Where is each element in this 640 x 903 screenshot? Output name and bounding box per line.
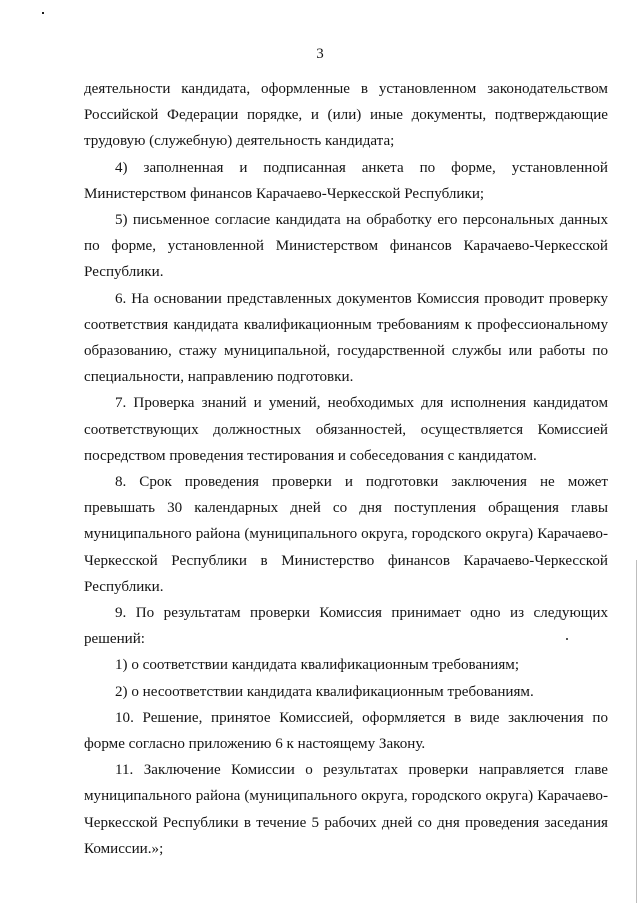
- paragraph-continuation: деятельности кандидата, оформленные в установленном законодательством Российской Федерации порядке, и (или) иные документы, подтверждающие трудовую (служебную) деятельность кандидата;: [84, 81, 608, 150]
- scan-edge-line: [636, 560, 637, 903]
- paragraph-section-9: 9. По результатам проверки Комиссия принимает одно из следующих решений:: [84, 605, 608, 648]
- paragraph-item-4: 4) заполненная и подписанная анкета по форме, установленной Министерством финансов Карачаево-Черкесской Республики;: [84, 159, 608, 202]
- paragraph-section-10: 10. Решение, принятое Комиссией, оформляется в виде заключения по форме согласно приложению 6 к настоящему Закону.: [84, 709, 608, 753]
- paragraph-item-5: 5) письменное согласие кандидата на обработку его персональных данных по форме, установленной Министерством финансов Карачаево-Черкесской Республики.: [84, 212, 608, 281]
- document-body: [84, 76, 608, 862]
- paragraph-section-6: 6. На основании представленных документов Комиссия проводит проверку соответствия кандидата квалификационным требованиям к профессиональному образованию, стажу муниципальной, государственной службы или работы по специальности, направлению подготовки.: [84, 290, 608, 386]
- paragraph-section-7: 7. Проверка знаний и умений, необходимых для исполнения кандидатом соответствующих должностных обязанностей, осуществляется Комиссией посредством проведения тестирования и собеседования с кандидатом.: [84, 395, 608, 464]
- paragraph-section-11: 11. Заключение Комиссии о результатах проверки направляется главе муниципального района (муниципального округа, городского округа) Карачаево-Черкесской Республики в течение 5 рабочих дней со дня проведения заседания Комиссии.»;: [84, 762, 608, 857]
- paragraph-decision-2: 2) о несоответствии кандидата квалификационным требованиям.: [115, 683, 534, 700]
- page-number: 3: [316, 46, 324, 62]
- scan-speck: [42, 12, 44, 14]
- paragraph-section-8: 8. Срок проведения проверки и подготовки заключения не может превышать 30 календарных дней со дня поступления обращения главы муниципального района (муниципального округа, городского округа) Карачаево-Черкесской Республики в Министерство финансов Карачаево-Черкесской Республики.: [84, 474, 608, 595]
- paragraph-decision-1: 1) о соответствии кандидата квалификационным требованиям;: [115, 657, 520, 674]
